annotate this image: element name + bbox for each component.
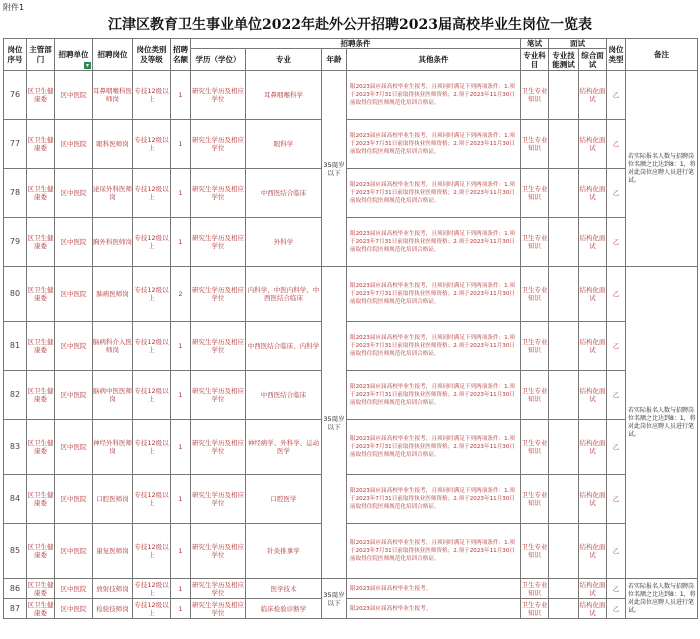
row-comprehensive: 结构化面试 [579, 371, 607, 420]
row-seq: 82 [4, 371, 27, 420]
row-comprehensive: 结构化面试 [579, 475, 607, 524]
table-row [4, 524, 698, 579]
row-post-type: 乙 [607, 71, 626, 120]
header-level: 岗位类别及等级 [133, 39, 171, 71]
row-edu: 研究生学历及相应学位 [191, 120, 246, 169]
row-level: 专技12级以上 [133, 475, 171, 524]
row-other-conditions: 限2023届应届高校毕业生报考，且须同时满足下列两项条件：1.须于2023年7月31日前取得执业医师资格；2.须于2023年11月30日前取得住院医师规范化培训合格证。 [347, 120, 521, 169]
row-post-type: 乙 [607, 420, 626, 475]
row-comprehensive: 结构化面试 [579, 120, 607, 169]
header-written-subject: 专业科目 [521, 49, 549, 71]
table-row [4, 599, 698, 619]
row-skill-test [549, 371, 579, 420]
row-written-subject: 卫生专业知识 [521, 71, 549, 120]
row-post-type: 乙 [607, 524, 626, 579]
row-skill-test [549, 475, 579, 524]
row-comprehensive: 结构化面试 [579, 524, 607, 579]
row-seq: 81 [4, 322, 27, 371]
row-seq: 86 [4, 579, 27, 599]
row-unit: 区中医院 [55, 71, 93, 120]
row-skill-test [549, 322, 579, 371]
row-dept: 区卫生健康委 [27, 218, 55, 267]
row-other-conditions: 限2023届应届高校毕业生报考，且须同时满足下列两项条件：1.须于2023年7月31日前取得执业医师资格；2.须于2023年11月30日前取得住院医师规范化培训合格证。 [347, 420, 521, 475]
row-level: 专技12级以上 [134, 600, 169, 617]
row-remark: 若实际报名人数与招聘岗位名额之比达到8：1，将对此岗位应聘人员进行笔试。 [626, 579, 698, 619]
row-major: 中西医结合临床、内科学 [246, 322, 322, 371]
row-dept: 区卫生健康委 [27, 71, 55, 120]
row-other-conditions: 限2023届应届高校毕业生报考，且须同时满足下列两项条件：1.须于2023年7月31日前取得执业医师资格；2.须于2023年11月30日前取得住院医师规范化培训合格证。 [347, 475, 521, 524]
row-other-conditions: 限2023届应届高校毕业生报考。 [347, 579, 521, 599]
row-age: 35周岁以下 [322, 267, 347, 579]
row-post-type: 乙 [607, 120, 626, 169]
row-dept: 区卫生健康委 [27, 371, 55, 420]
row-post: 脑病中医医师岗 [93, 371, 133, 420]
row-skill-test [549, 120, 579, 169]
row-post: 肺病医师岗 [93, 267, 133, 322]
table-row [4, 169, 698, 218]
row-edu: 研究生学历及相应学位 [191, 475, 246, 524]
row-count: 1 [171, 579, 191, 599]
header-edu: 学历（学位） [191, 49, 246, 71]
row-skill-test [549, 420, 579, 475]
header-post: 招聘岗位 [93, 39, 133, 71]
row-count: 2 [171, 267, 191, 322]
row-seq: 78 [4, 169, 27, 218]
row-level: 专技12级以上 [133, 420, 171, 475]
row-post: 眼科医师岗 [93, 120, 133, 169]
recruitment-table [3, 38, 698, 619]
row-post-type: 乙 [607, 218, 626, 267]
header-other: 其他条件 [347, 49, 521, 71]
row-major: 医学技术 [246, 579, 322, 599]
row-dept: 区卫生健康委 [27, 600, 54, 617]
row-edu: 研究生学历及相应学位 [191, 71, 246, 120]
row-post: 口腔医师岗 [93, 475, 133, 524]
row-dept: 区卫生健康委 [27, 267, 55, 322]
table-row [4, 71, 698, 120]
attachment-label: 附件1 [3, 3, 25, 12]
header-conditions-group: 招聘条件 [191, 39, 521, 49]
table-row [4, 218, 698, 267]
row-dept: 区卫生健康委 [27, 580, 54, 597]
row-seq: 84 [4, 475, 27, 524]
row-edu: 研究生学历及相应学位 [191, 169, 246, 218]
row-post: 泌尿外科医师岗 [93, 169, 133, 218]
row-seq: 76 [4, 71, 27, 120]
row-other-conditions: 限2023届应届高校毕业生报考，且须同时满足下列两项条件：1.须于2023年7月31日前取得执业医师资格；2.须于2023年11月30日前取得住院医师规范化培训合格证。 [347, 267, 521, 322]
row-level: 专技12级以上 [133, 169, 171, 218]
row-other-conditions: 限2023届应届高校毕业生报考，且须同时满足下列两项条件：1.须于2023年7月31日前取得执业医师资格；2.须于2023年11月30日前取得住院医师规范化培训合格证。 [347, 218, 521, 267]
row-major: 临床检验诊断学 [246, 599, 322, 619]
header-seq: 岗位序号 [4, 39, 27, 71]
table-row [4, 475, 698, 524]
row-seq: 85 [4, 524, 27, 579]
row-seq: 83 [4, 420, 27, 475]
row-other-conditions: 限2023届应届高校毕业生报考。 [347, 599, 521, 619]
header-remark: 备注 [626, 39, 698, 71]
row-written-subject: 卫生专业知识 [521, 120, 549, 169]
row-edu: 研究生学历及相应学位 [192, 600, 244, 617]
row-dept: 区卫生健康委 [27, 475, 55, 524]
row-edu: 研究生学历及相应学位 [191, 218, 246, 267]
row-remark: 若实际报名人数与招聘岗位名额之比达到8：1，将对此岗位应聘人员进行笔试。 [626, 267, 698, 579]
page-title: 江津区教育卫生事业单位2022年赴外公开招聘2023届高校毕业生岗位一览表 [108, 17, 592, 33]
row-count: 1 [171, 218, 191, 267]
row-post-type: 乙 [607, 322, 626, 371]
row-unit: 区中医院 [55, 599, 93, 619]
row-comprehensive: 结构化面试 [579, 322, 607, 371]
row-dept: 区卫生健康委 [27, 524, 55, 579]
table-row [4, 322, 698, 371]
row-major: 内科学、中医内科学、中西医结合临床 [246, 267, 322, 322]
row-unit: 区中医院 [55, 169, 93, 218]
row-written-subject: 卫生专业知识 [521, 322, 549, 371]
row-skill-test [549, 218, 579, 267]
header-unit-label: 招聘单位 [58, 50, 89, 59]
row-age: 35周岁以下 [322, 71, 347, 267]
row-unit: 区中医院 [55, 322, 93, 371]
row-major: 中西医结合临床 [246, 169, 322, 218]
table-body [4, 71, 698, 619]
row-count: 1 [171, 475, 191, 524]
row-comprehensive: 结构化面试 [579, 420, 607, 475]
row-post-type: 乙 [607, 371, 626, 420]
row-age: 35周岁以下 [322, 579, 347, 619]
row-skill-test [549, 169, 579, 218]
row-post: 胸外科医师岗 [93, 218, 133, 267]
row-count: 1 [171, 524, 191, 579]
header-dept: 主管部门 [27, 39, 55, 71]
table-row [4, 579, 698, 599]
table-row [4, 371, 698, 420]
header-major: 专业 [246, 49, 322, 71]
row-comprehensive: 结构化面试 [579, 580, 606, 597]
row-major: 神经病学、外科学、运动医学 [246, 420, 322, 475]
row-post-type: 乙 [607, 169, 626, 218]
row-level: 专技12级以上 [133, 120, 171, 169]
row-written-subject: 卫生专业知识 [521, 218, 549, 267]
row-major: 外科学 [246, 218, 322, 267]
row-other-conditions: 限2023届应届高校毕业生报考，且须同时满足下列两项条件：1.须于2023年7月31日前取得执业医师资格；2.须于2023年11月30日前取得住院医师规范化培训合格证。 [347, 371, 521, 420]
row-skill-test [549, 579, 579, 599]
row-dept: 区卫生健康委 [27, 420, 55, 475]
row-comprehensive: 结构化面试 [579, 267, 607, 322]
row-comprehensive: 结构化面试 [579, 169, 607, 218]
row-post-type: 乙 [607, 267, 626, 322]
row-written-subject: 卫生专业知识 [521, 580, 548, 597]
header-written-group: 笔试 [521, 39, 549, 49]
table-row [4, 420, 698, 475]
row-major: 口腔医学 [246, 475, 322, 524]
row-unit: 区中医院 [55, 218, 93, 267]
row-count: 1 [171, 120, 191, 169]
row-level: 专技12级以上 [134, 580, 169, 597]
header-age: 年龄 [322, 49, 347, 71]
row-post-type: 乙 [607, 475, 626, 524]
row-level: 专技12级以上 [133, 524, 171, 579]
row-post: 检验技师岗 [93, 599, 133, 619]
row-level: 专技12级以上 [133, 371, 171, 420]
row-major: 耳鼻咽喉科学 [246, 71, 322, 120]
row-seq: 79 [4, 218, 27, 267]
row-level: 专技12级以上 [133, 322, 171, 371]
header-skill-test: 专业技能测试 [549, 49, 579, 71]
row-other-conditions: 限2023届应届高校毕业生报考，且须同时满足下列两项条件：1.须于2023年7月31日前取得执业医师资格；2.须于2023年11月30日前取得住院医师规范化培训合格证。 [347, 71, 521, 120]
row-post: 耳鼻咽喉科医师岗 [93, 71, 133, 120]
row-major: 针灸推拿学 [246, 524, 322, 579]
filter-dropdown-icon[interactable]: ▾ [85, 62, 89, 70]
row-count: 1 [171, 71, 191, 120]
table-row [4, 267, 698, 322]
row-seq: 77 [4, 120, 27, 169]
table-row [4, 120, 698, 169]
row-level: 专技12级以上 [133, 267, 171, 322]
row-edu: 研究生学历及相应学位 [191, 524, 246, 579]
row-level: 专技12级以上 [133, 218, 171, 267]
row-seq: 87 [4, 599, 27, 619]
row-skill-test [549, 71, 579, 120]
row-unit: 区中医院 [55, 420, 93, 475]
row-other-conditions: 限2023届应届高校毕业生报考，且须同时满足下列两项条件：1.须于2023年7月31日前取得执业医师资格；2.须于2023年11月30日前取得住院医师规范化培训合格证。 [347, 524, 521, 579]
header-interview-group: 面试 [549, 39, 607, 49]
row-dept: 区卫生健康委 [27, 169, 55, 218]
row-count: 1 [171, 322, 191, 371]
row-seq: 80 [4, 267, 27, 322]
row-unit: 区中医院 [55, 120, 93, 169]
row-edu: 研究生学历及相应学位 [191, 420, 246, 475]
row-remark: 若实际报名人数与招聘岗位名额之比达到8：1，将对此岗位应聘人员进行笔试。 [626, 71, 698, 267]
row-comprehensive: 结构化面试 [579, 600, 606, 617]
row-edu: 研究生学历及相应学位 [192, 580, 244, 597]
row-count: 1 [171, 169, 191, 218]
row-comprehensive: 结构化面试 [579, 71, 607, 120]
row-post: 脑病科介入医师岗 [93, 322, 133, 371]
header-count: 招聘名额 [171, 39, 191, 71]
row-count: 1 [171, 371, 191, 420]
row-post-type: 乙 [607, 599, 626, 619]
row-written-subject: 卫生专业知识 [521, 524, 549, 579]
row-written-subject: 卫生专业知识 [521, 169, 549, 218]
row-edu: 研究生学历及相应学位 [191, 371, 246, 420]
header-comprehensive: 综合面试 [579, 49, 607, 71]
row-unit: 区中医院 [55, 475, 93, 524]
row-unit: 区中医院 [55, 267, 93, 322]
row-written-subject: 卫生专业知识 [521, 420, 549, 475]
row-other-conditions: 限2023届应届高校毕业生报考，且须同时满足下列两项条件：1.须于2023年7月31日前取得执业医师资格；2.须于2023年11月30日前取得住院医师规范化培训合格证。 [347, 169, 521, 218]
row-unit: 区中医院 [55, 579, 93, 599]
row-count: 1 [171, 420, 191, 475]
row-unit: 区中医院 [55, 371, 93, 420]
row-post: 康复医师岗 [93, 524, 133, 579]
row-skill-test [549, 524, 579, 579]
header-unit [55, 39, 93, 71]
row-written-subject: 卫生专业知识 [521, 600, 548, 617]
header-post-type: 岗位类型 [607, 39, 626, 71]
row-skill-test [549, 267, 579, 322]
row-written-subject: 卫生专业知识 [521, 267, 549, 322]
row-count: 1 [171, 599, 191, 619]
row-level: 专技12级以上 [133, 71, 171, 120]
row-post-type: 乙 [607, 579, 626, 599]
row-post: 放射技师岗 [93, 579, 133, 599]
row-edu: 研究生学历及相应学位 [191, 267, 246, 322]
row-comprehensive: 结构化面试 [579, 218, 607, 267]
row-major: 眼科学 [246, 120, 322, 169]
row-edu: 研究生学历及相应学位 [191, 322, 246, 371]
row-dept: 区卫生健康委 [27, 120, 55, 169]
row-major: 中西医结合临床 [246, 371, 322, 420]
row-written-subject: 卫生专业知识 [521, 475, 549, 524]
row-dept: 区卫生健康委 [27, 322, 55, 371]
row-skill-test [549, 599, 579, 619]
row-other-conditions: 限2023届应届高校毕业生报考，且须同时满足下列两项条件：1.须于2023年7月31日前取得执业医师资格；2.须于2023年11月30日前取得住院医师规范化培训合格证。 [347, 322, 521, 371]
row-written-subject: 卫生专业知识 [521, 371, 549, 420]
row-unit: 区中医院 [55, 524, 93, 579]
row-post: 神经外科医师岗 [93, 420, 133, 475]
